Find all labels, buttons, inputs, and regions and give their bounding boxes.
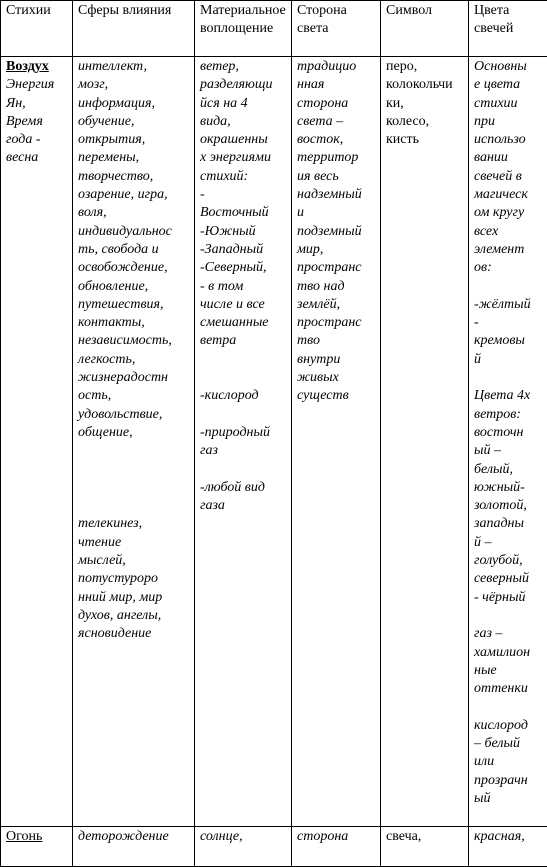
- text-line: кислород: [474, 717, 543, 735]
- text-line: -Северный,: [200, 259, 287, 277]
- candles-winds: [474, 387, 543, 607]
- text-line: ый: [474, 790, 543, 808]
- side-list: [297, 58, 376, 406]
- text-line: оттенки: [474, 680, 543, 698]
- text-line: внутри: [297, 351, 376, 369]
- text-line: е цвета: [474, 76, 543, 94]
- text-line: ый –: [474, 442, 543, 460]
- material-natural-gas: [200, 424, 287, 461]
- material-cell: [195, 57, 292, 827]
- text-line: газа: [200, 497, 287, 515]
- text-line: -кислород: [200, 387, 287, 405]
- header-row: [1, 1, 547, 57]
- text-line: золотой,: [474, 497, 543, 515]
- text-line: - чёрный: [474, 589, 543, 607]
- text-line: ветров:: [474, 406, 543, 424]
- text-line: или: [474, 753, 543, 771]
- candles-oxygen: [474, 717, 543, 808]
- text-line: восток,: [297, 131, 376, 149]
- text-line: легкость,: [78, 351, 190, 369]
- element-desc: [6, 76, 68, 167]
- text-line: й –: [474, 534, 543, 552]
- text-line: удовольствие,: [78, 406, 190, 424]
- text-line: мир,: [297, 241, 376, 259]
- text-line: использо: [474, 131, 543, 149]
- text-line: ость,: [78, 387, 190, 405]
- text-line: чтение: [78, 534, 190, 552]
- header-cell: Стихии: [1, 1, 73, 57]
- text-line: тво над: [297, 278, 376, 296]
- text-line: общение,: [78, 424, 190, 442]
- text-line: индивидуальнос: [78, 223, 190, 241]
- text-line: Ян,: [6, 95, 68, 113]
- symbol-cell: [381, 57, 469, 827]
- text-line: духов, ангелы,: [78, 607, 190, 625]
- text-line: -жёлтый: [474, 296, 543, 314]
- text-line: информация,: [78, 95, 190, 113]
- text-line: кремовы: [474, 332, 543, 350]
- text-line: – белый: [474, 735, 543, 753]
- text-line: ветра: [200, 332, 287, 350]
- text-line: разделяющи: [200, 76, 287, 94]
- candles-text: красная,: [474, 829, 525, 844]
- text-line: Время: [6, 113, 68, 131]
- text-line: обучение,: [78, 113, 190, 131]
- material-text: солнце,: [200, 829, 243, 844]
- side-cell: [292, 57, 381, 827]
- text-line: йся на 4: [200, 95, 287, 113]
- text-line: Цвета 4х: [474, 387, 543, 405]
- text-line: окрашенны: [200, 131, 287, 149]
- side-text: сторона: [297, 829, 348, 844]
- text-line: телекинез,: [78, 515, 190, 533]
- text-line: газ –: [474, 625, 543, 643]
- text-line: ов:: [474, 259, 543, 277]
- text-line: нний мир, мир: [78, 589, 190, 607]
- text-line: контакты,: [78, 314, 190, 332]
- text-line: -Западный: [200, 241, 287, 259]
- text-line: ом кругу: [474, 204, 543, 222]
- material-oxygen: [200, 387, 287, 405]
- text-line: ные: [474, 662, 543, 680]
- text-line: стихии: [474, 95, 543, 113]
- text-line: сторона: [297, 95, 376, 113]
- text-line: творчество,: [78, 168, 190, 186]
- text-line: элемент: [474, 241, 543, 259]
- material-any-gas: [200, 479, 287, 516]
- text-line: -: [200, 186, 287, 204]
- spheres-text: деторождение: [78, 829, 169, 844]
- text-line: существ: [297, 387, 376, 405]
- text-line: голубой,: [474, 552, 543, 570]
- text-line: света –: [297, 113, 376, 131]
- text-line: надземный: [297, 186, 376, 204]
- header-cell: Символ: [381, 1, 469, 57]
- text-line: стихий:: [200, 168, 287, 186]
- symbol-list: [386, 58, 464, 149]
- text-line: х энергиями: [200, 149, 287, 167]
- text-line: Основны: [474, 58, 543, 76]
- text-line: хамилион: [474, 644, 543, 662]
- symbol-text: свеча,: [386, 829, 421, 844]
- text-line: белый,: [474, 461, 543, 479]
- text-line: мозг,: [78, 76, 190, 94]
- text-line: потустуроро: [78, 570, 190, 588]
- candles-main: [474, 58, 543, 278]
- candles-gas: [474, 625, 543, 698]
- text-line: при: [474, 113, 543, 131]
- text-line: -природный: [200, 424, 287, 442]
- element-cell: [1, 57, 73, 827]
- text-line: восточн: [474, 424, 543, 442]
- header-cell: Сторона света: [292, 1, 381, 57]
- text-line: воля,: [78, 204, 190, 222]
- text-line: кисть: [386, 131, 464, 149]
- text-line: перо,: [386, 58, 464, 76]
- text-line: прозрачн: [474, 772, 543, 790]
- candles-yellow: [474, 296, 543, 369]
- text-line: мыслей,: [78, 552, 190, 570]
- text-line: обновление,: [78, 278, 190, 296]
- text-line: Энергия: [6, 76, 68, 94]
- text-line: смешанные: [200, 314, 287, 332]
- spheres-list: [78, 58, 190, 442]
- text-line: - в том: [200, 278, 287, 296]
- text-line: ветер,: [200, 58, 287, 76]
- header-cell: Цвета свечей: [469, 1, 547, 57]
- text-line: газ: [200, 442, 287, 460]
- text-line: нная: [297, 76, 376, 94]
- text-line: подземный: [297, 223, 376, 241]
- text-line: традицио: [297, 58, 376, 76]
- text-line: вида,: [200, 113, 287, 131]
- text-line: независимость,: [78, 332, 190, 350]
- text-line: пространс: [297, 314, 376, 332]
- text-line: Восточный: [200, 204, 287, 222]
- text-line: жизнерадостн: [78, 369, 190, 387]
- text-line: освобождение,: [78, 259, 190, 277]
- text-line: й: [474, 351, 543, 369]
- text-line: вании: [474, 149, 543, 167]
- material-list: [200, 58, 287, 351]
- text-line: магическ: [474, 186, 543, 204]
- header-cell: Материальное воплощение: [195, 1, 292, 57]
- text-line: числе и все: [200, 296, 287, 314]
- text-line: -: [474, 314, 543, 332]
- text-line: года -: [6, 131, 68, 149]
- text-line: -Южный: [200, 223, 287, 241]
- text-line: и: [297, 204, 376, 222]
- table-row-air: [1, 57, 547, 827]
- element-name: Воздух: [6, 58, 68, 76]
- text-line: территор: [297, 149, 376, 167]
- text-line: южный-: [474, 479, 543, 497]
- text-line: всех: [474, 223, 543, 241]
- text-line: тво: [297, 332, 376, 350]
- text-line: колесо,: [386, 113, 464, 131]
- text-line: перемены,: [78, 149, 190, 167]
- text-line: озарение, игра,: [78, 186, 190, 204]
- text-line: ия весь: [297, 168, 376, 186]
- header-cell: Сферы влияния: [73, 1, 195, 57]
- text-line: колокольчи: [386, 76, 464, 94]
- text-line: пространс: [297, 259, 376, 277]
- spheres-cell: [73, 57, 195, 827]
- text-line: ть, свобода и: [78, 241, 190, 259]
- text-line: свечей в: [474, 168, 543, 186]
- text-line: западны: [474, 515, 543, 533]
- candles-cell: [469, 57, 547, 827]
- text-line: северный: [474, 570, 543, 588]
- text-line: путешествия,: [78, 296, 190, 314]
- text-line: открытия,: [78, 131, 190, 149]
- text-line: ясновидение: [78, 625, 190, 643]
- text-line: -любой вид: [200, 479, 287, 497]
- text-line: землёй,: [297, 296, 376, 314]
- element-name: Огонь: [6, 829, 42, 844]
- spheres-list-extra: [78, 515, 190, 643]
- text-line: ки,: [386, 95, 464, 113]
- text-line: живых: [297, 369, 376, 387]
- text-line: весна: [6, 149, 68, 167]
- text-line: интеллект,: [78, 58, 190, 76]
